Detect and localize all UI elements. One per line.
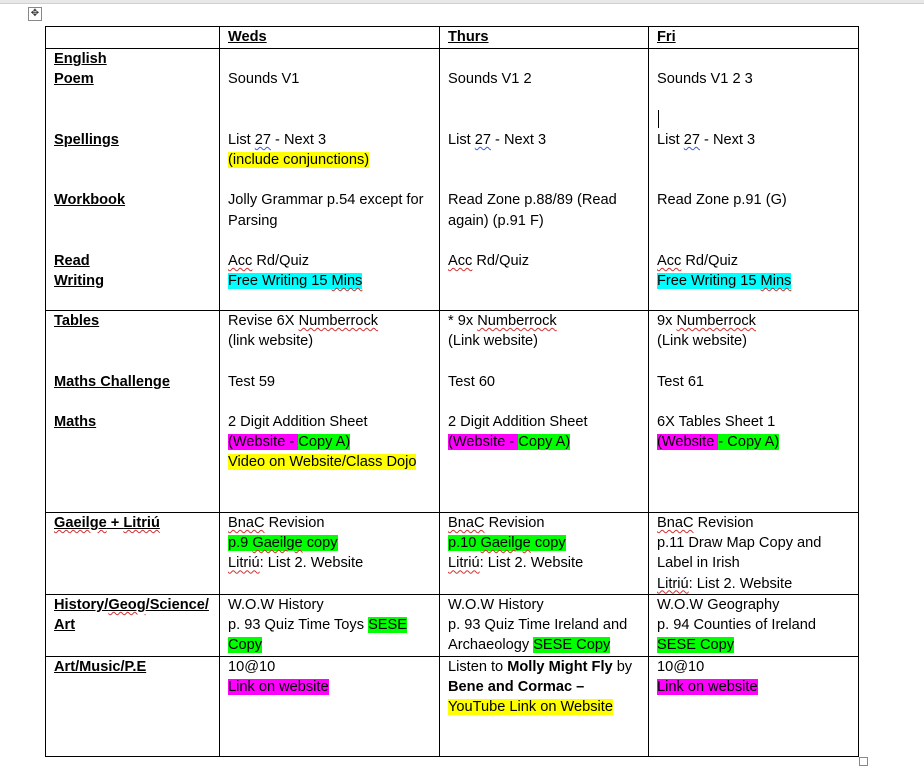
weds-workbook: Jolly Grammar p.54 except for Parsing — [228, 192, 424, 229]
fri-workbook: Read Zone p.91 (G) — [657, 192, 787, 209]
english-thurs-cell[interactable] — [440, 49, 649, 311]
art-weds-cell[interactable] — [220, 656, 440, 756]
gaeilge-thurs-cell[interactable] — [440, 513, 649, 595]
thurs-sheet: 2 Digit Addition Sheet — [448, 413, 588, 430]
thurs-artists: Bene and Cormac – — [448, 678, 585, 695]
english-weds-cell[interactable] — [220, 49, 440, 311]
label-english: English — [54, 51, 107, 67]
thurs-wow: W.O.W History — [448, 597, 544, 613]
weds-website-copy: (Website - Copy A) — [228, 434, 351, 451]
art-label-cell[interactable] — [46, 656, 220, 756]
header-weds: Weds — [228, 29, 267, 45]
gaeilge-label-cell[interactable] — [46, 513, 220, 595]
weds-gaeilge-copy: p.9 Gaeilge copy — [228, 535, 338, 552]
label-writing: Writing — [54, 273, 104, 290]
fri-wow: W.O.W Geography — [657, 597, 780, 613]
thurs-poem: Sounds V1 2 — [448, 71, 532, 88]
thurs-spellings: List 27 - Next 3 — [448, 131, 547, 148]
weds-sheet: 2 Digit Addition Sheet — [228, 413, 368, 430]
label-art-music-pe: Art/Music/P.E — [54, 658, 147, 675]
weds-challenge: Test 59 — [228, 373, 276, 390]
weekly-plan-table — [45, 26, 859, 757]
fri-challenge: Test 61 — [657, 373, 705, 390]
fri-poem: Sounds V1 2 3 — [657, 71, 753, 88]
maths-row — [46, 311, 859, 513]
art-thurs-cell[interactable] — [440, 656, 649, 756]
weds-spellings: List 27 - Next 3 — [228, 131, 327, 148]
thurs-litriu: Litriú: List 2. Website — [448, 555, 584, 572]
art-fri-cell[interactable] — [649, 656, 859, 756]
history-row — [46, 595, 859, 657]
english-fri-cell[interactable] — [649, 49, 859, 311]
weds-litriu: Litriú: List 2. Website — [228, 555, 364, 572]
thurs-workbook: Read Zone p.88/89 (Read again) (p.91 F) — [448, 192, 617, 229]
thurs-gaeilge-copy: p.10 Gaeilge copy — [448, 535, 566, 552]
thurs-website-copy: (Website - Copy A) — [448, 434, 571, 451]
label-spellings: Spellings — [54, 131, 119, 148]
header-cell-weds[interactable] — [220, 27, 440, 49]
label-art: Art — [54, 617, 76, 634]
history-fri-cell[interactable] — [649, 595, 859, 657]
maths-weds-cell[interactable] — [220, 311, 440, 513]
thurs-tables: * 9x Numberrock — [448, 313, 557, 329]
fri-litriu: Litriú: List 2. Website — [657, 575, 793, 592]
weds-bnac: BnaC Revision — [228, 515, 325, 531]
fri-art-link: Link on website — [657, 678, 758, 695]
fri-sheet: 6X Tables Sheet 1 — [657, 413, 776, 430]
thurs-challenge: Test 60 — [448, 373, 496, 390]
label-history: History/Geog/Science/ — [54, 597, 209, 613]
gaeilge-weds-cell[interactable] — [220, 513, 440, 595]
table-move-handle-icon[interactable]: ✥ — [28, 7, 42, 21]
weds-wow: W.O.W History — [228, 597, 324, 613]
fri-10at10: 10@10 — [657, 658, 705, 675]
fri-writing: Free Writing 15 Mins — [657, 273, 792, 290]
weds-poem: Sounds V1 — [228, 71, 300, 88]
label-maths-challenge: Maths Challenge — [54, 373, 170, 390]
fri-tables: 9x Numberrock — [657, 313, 756, 329]
fri-spellings: List 27 - Next 3 — [657, 131, 756, 148]
label-maths: Maths — [54, 413, 97, 430]
fri-tables-link: (Link website) — [657, 333, 748, 350]
thurs-history-text: p. 93 Quiz Time Ireland and Archaeology SESE Copy — [448, 617, 628, 654]
maths-thurs-cell[interactable] — [440, 311, 649, 513]
thurs-tables-link: (Link website) — [448, 333, 539, 350]
thurs-bnac: BnaC Revision — [448, 515, 545, 531]
fri-map: p.11 Draw Map Copy and Label in Irish — [657, 535, 822, 572]
fri-history-text: p. 94 Counties of Ireland SESE Copy — [657, 617, 817, 654]
text-cursor — [657, 110, 858, 130]
maths-labels-cell[interactable] — [46, 311, 220, 513]
header-cell-subject[interactable] — [46, 27, 220, 49]
header-row — [46, 27, 859, 49]
english-labels-cell[interactable] — [46, 49, 220, 311]
history-weds-cell[interactable] — [220, 595, 440, 657]
history-thurs-cell[interactable] — [440, 595, 649, 657]
weds-history-text: p. 93 Quiz Time Toys SESE Copy — [228, 617, 407, 654]
history-label-cell[interactable] — [46, 595, 220, 657]
header-cell-thurs[interactable] — [440, 27, 649, 49]
weds-art-link: Link on website — [228, 678, 329, 695]
weds-read: Acc Rd/Quiz — [228, 252, 310, 269]
weds-video: Video on Website/Class Dojo — [228, 454, 417, 471]
header-thurs: Thurs — [448, 29, 489, 45]
label-gaeilge: Gaeilge + Litriú — [54, 515, 160, 531]
weds-10at10: 10@10 — [228, 658, 276, 675]
label-workbook: Workbook — [54, 192, 126, 209]
header-cell-fri[interactable] — [649, 27, 859, 49]
thurs-read: Acc Rd/Quiz — [448, 252, 530, 269]
label-read: Read — [54, 252, 90, 269]
window-top-edge — [0, 0, 924, 4]
table-resize-handle-icon[interactable] — [859, 757, 868, 766]
weds-tables: Revise 6X Numberrock — [228, 313, 379, 329]
fri-website-copy: (Website - Copy A) — [657, 434, 780, 451]
thurs-listen: Listen to Molly Might Fly by — [448, 658, 633, 675]
label-poem: Poem — [54, 71, 94, 88]
label-tables: Tables — [54, 313, 100, 329]
fri-bnac: BnaC Revision — [657, 515, 754, 531]
gaeilge-fri-cell[interactable] — [649, 513, 859, 595]
fri-read: Acc Rd/Quiz — [657, 252, 739, 269]
art-row — [46, 656, 859, 756]
header-fri: Fri — [657, 29, 676, 45]
thurs-youtube-link: YouTube Link on Website — [448, 699, 613, 716]
maths-fri-cell[interactable] — [649, 311, 859, 513]
weds-spellings-note: (include conjunctions) — [228, 151, 370, 168]
weds-tables-link: (link website) — [228, 333, 314, 350]
gaeilge-row — [46, 513, 859, 595]
english-row — [46, 49, 859, 311]
weds-writing: Free Writing 15 Mins — [228, 273, 363, 290]
